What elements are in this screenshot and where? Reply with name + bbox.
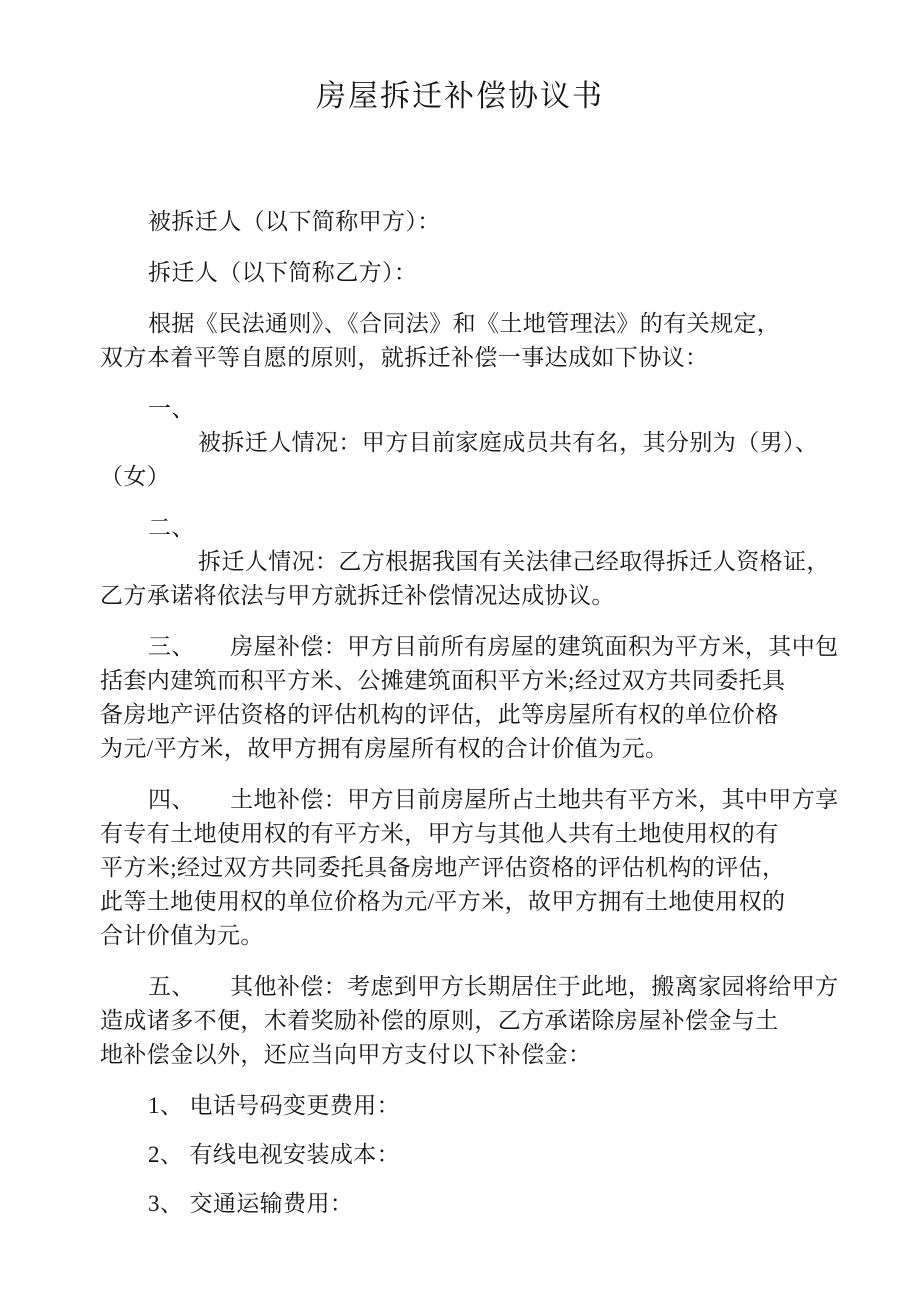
paragraph-item-1	[100, 1089, 900, 1123]
doc-line: 地补偿金以外，还应当向甲方支付以下补偿金：	[100, 1042, 592, 1067]
doc-line: 平方米;经过双方共同委托具备房地产评估资格的评估机构的评估，	[100, 855, 786, 880]
doc-line: （女）	[100, 464, 171, 489]
doc-line: 合计价值为元。	[100, 923, 264, 948]
paragraph-item-2	[100, 1138, 900, 1172]
doc-line: 五、 其他补偿：考虑到甲方长期居住于此地，搬离家园将给甲方	[148, 974, 839, 999]
paragraph-item-3	[100, 1187, 900, 1221]
doc-line: 2、 有线电视安装成本：	[148, 1142, 401, 1167]
doc-title: 房屋拆迁补偿协议书	[316, 80, 604, 113]
doc-line: 被拆迁人情况：甲方目前家庭成员共有名，其分别为（男）、	[198, 430, 819, 455]
doc-line: 二、	[148, 515, 195, 540]
doc-line: 三、 房屋补偿：甲方目前所有房屋的建筑面积为平方米，其中包	[148, 634, 839, 659]
doc-line: 乙方承诺将依法与甲方就拆迁补偿情况达成协议。	[100, 583, 615, 608]
doc-line: 拆迁人（以下简称乙方）：	[148, 260, 418, 285]
doc-line: 为元/平方米，故甲方拥有房屋所有权的合计价值为元。	[100, 736, 669, 761]
doc-line: 有专有土地使用权的有平方米，甲方与其他人共有土地使用权的有	[100, 821, 779, 846]
paragraph-clause-2	[100, 511, 900, 613]
doc-line: 括套内建筑而积平方米、公摊建筑面积平方米;经过双方共同委托具	[100, 668, 786, 693]
paragraph-clause-1	[100, 392, 900, 494]
doc-line: 3、 交通运输费用：	[148, 1191, 354, 1216]
paragraph-clause-4	[100, 783, 900, 953]
doc-line: 一、	[148, 396, 195, 421]
paragraph-preamble	[100, 307, 900, 375]
doc-line: 此等土地使用权的单位价格为元/平方米，故甲方拥有土地使用权的	[100, 889, 786, 914]
paragraph-party-b	[100, 256, 900, 290]
doc-line: 双方本着平等自愿的原则，就拆迁补偿一事达成如下协议：	[100, 345, 709, 370]
doc-line: 拆迁人情况：乙方根据我国有关法律己经取得拆迁人资格证，	[198, 549, 830, 574]
paragraph-clause-5	[100, 970, 900, 1072]
doc-line: 备房地产评估资格的评估机构的评估，此等房屋所有权的单位价格	[100, 702, 779, 727]
paragraph-clause-3	[100, 630, 900, 766]
doc-body	[0, 205, 920, 1221]
doc-line: 1、 电话号码变更费用：	[148, 1093, 401, 1118]
doc-line: 四、 土地补偿：甲方目前房屋所占土地共有平方米，其中甲方享	[148, 787, 839, 812]
doc-line: 根据《民法通则》、《合同法》和《土地管理法》的有关规定，	[148, 311, 781, 336]
doc-line: 造成诸多不便，木着奖励补偿的原则，乙方承诺除房屋补偿金与土	[100, 1008, 779, 1033]
doc-line: 被拆迁人（以下简称甲方）：	[148, 209, 441, 234]
paragraph-party-a	[100, 205, 900, 239]
